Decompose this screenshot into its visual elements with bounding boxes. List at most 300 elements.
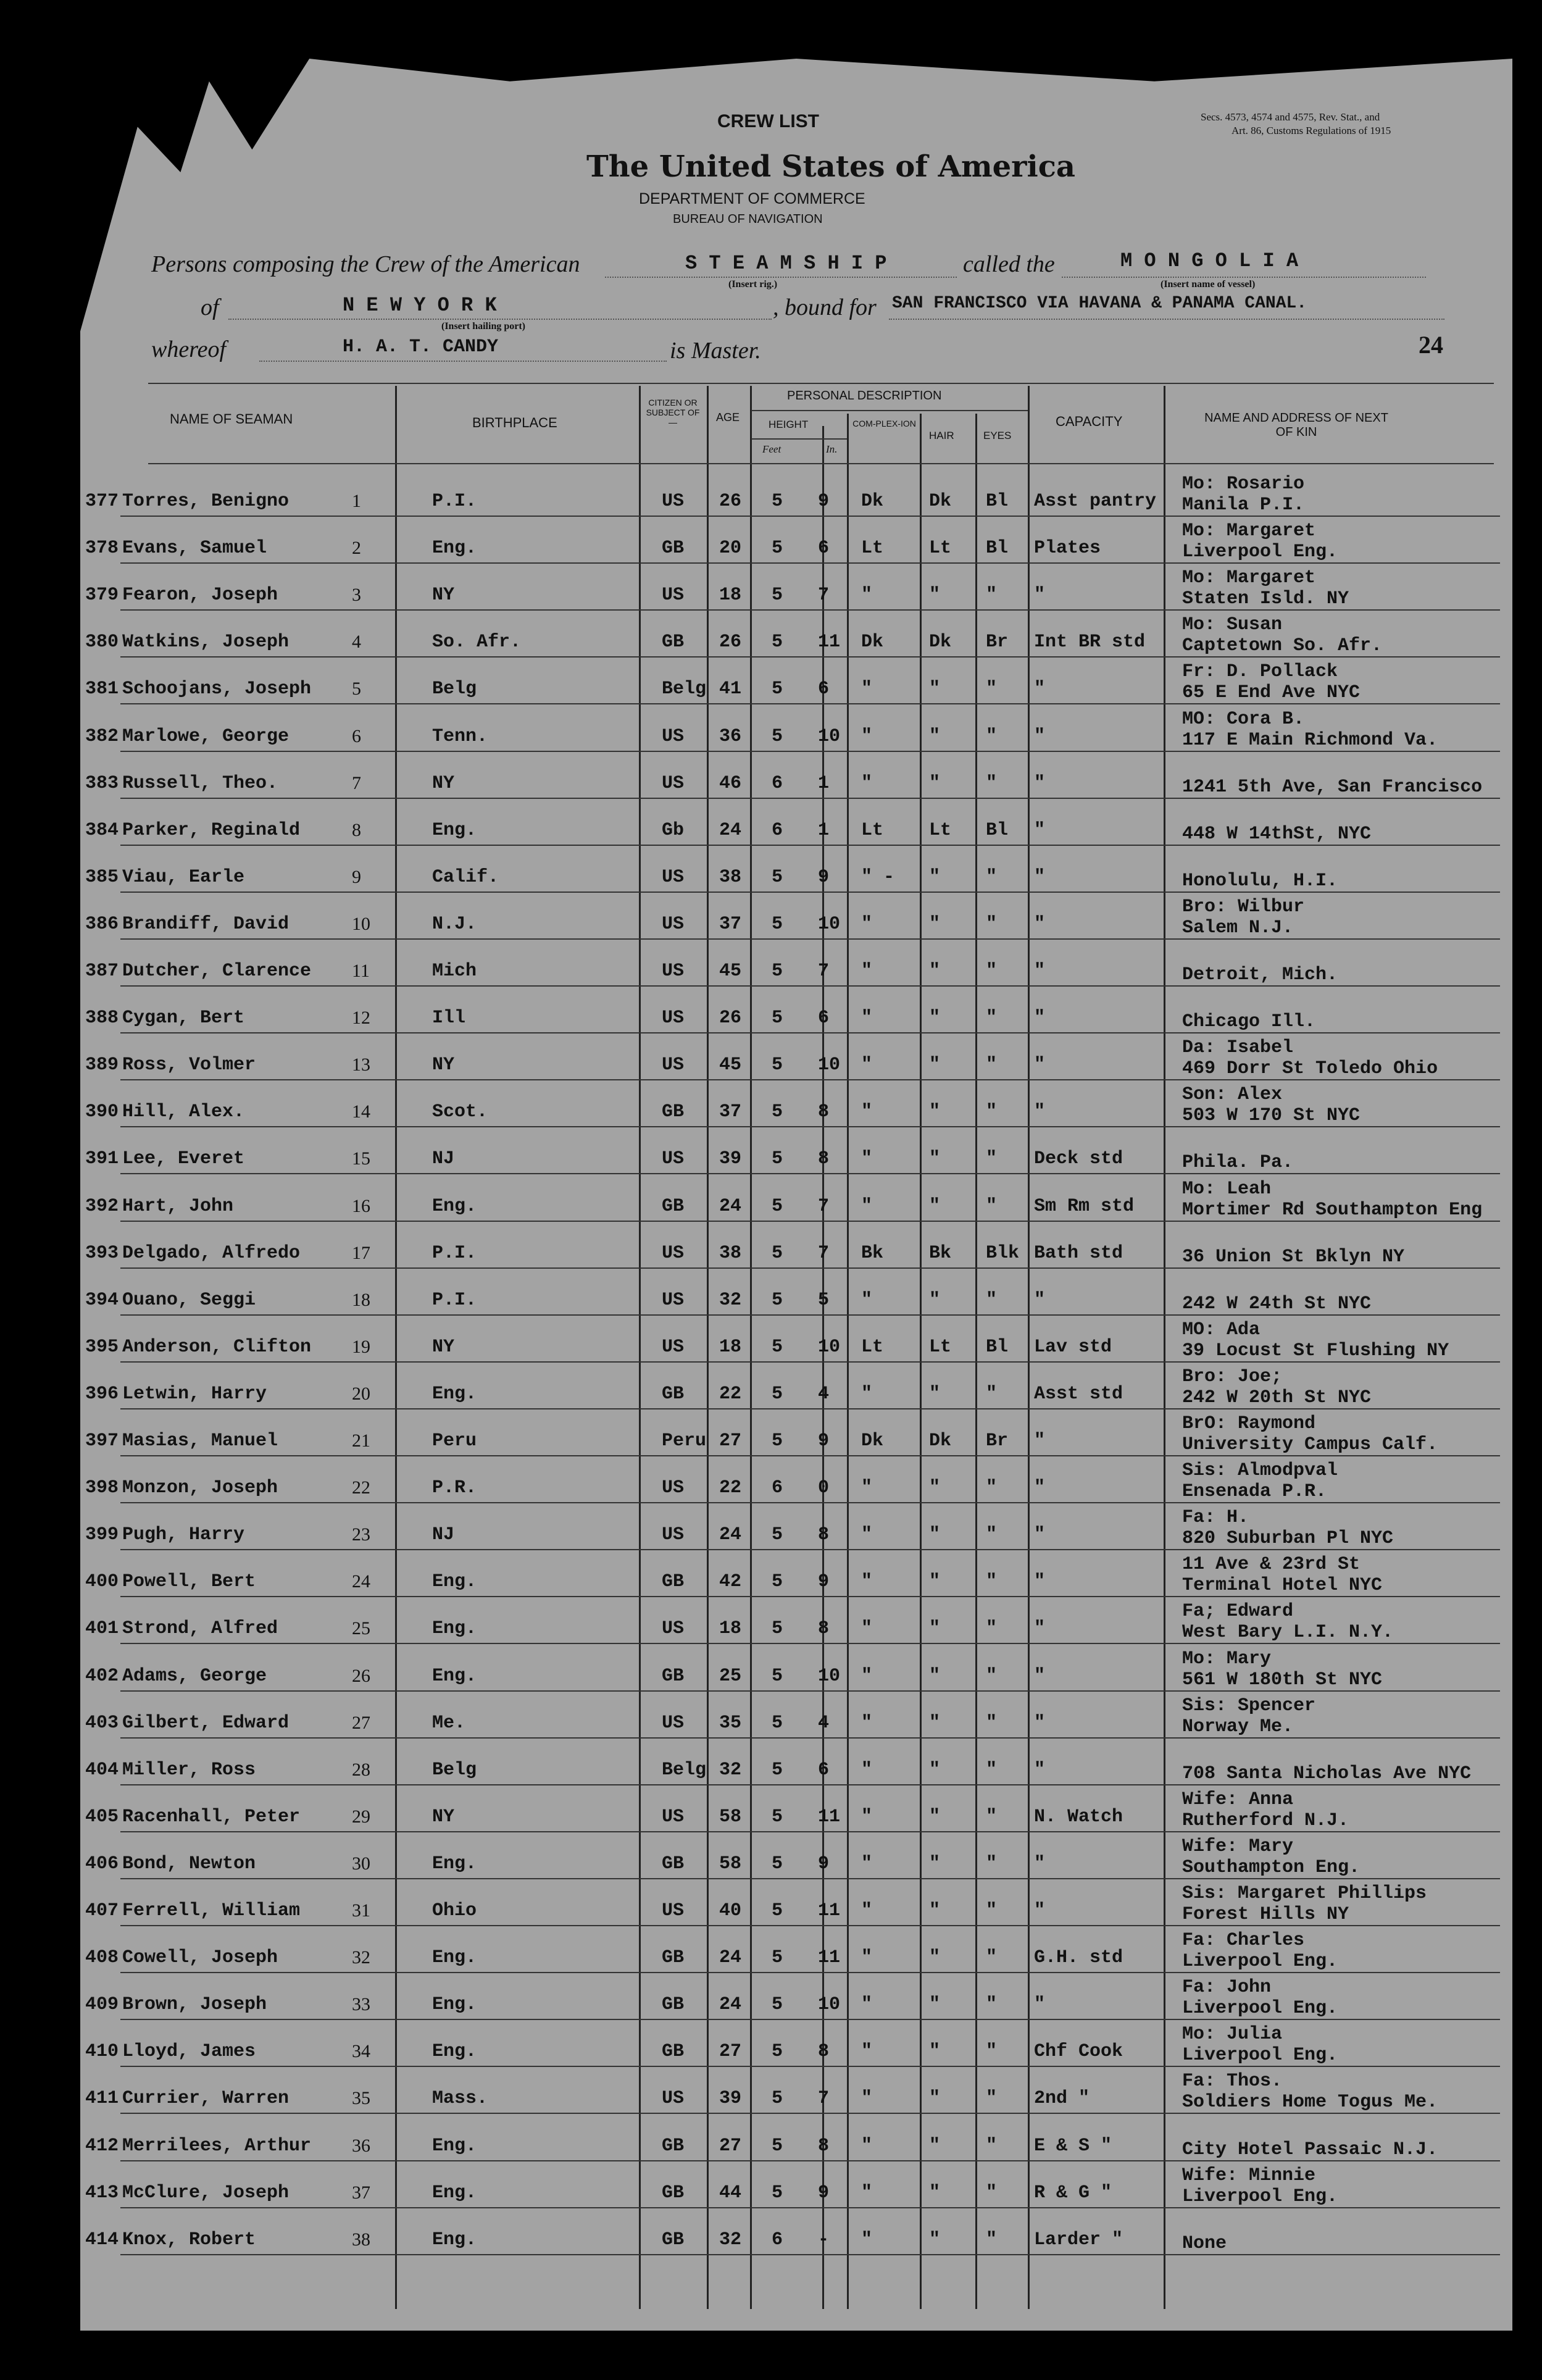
complexion: " [861, 1054, 873, 1076]
eyes: " [986, 2229, 998, 2250]
birthplace: Eng. [432, 819, 477, 841]
complexion: Lt [861, 819, 884, 841]
persons-label: Persons composing the Crew of the American [151, 251, 580, 277]
birthplace: P.I. [432, 491, 477, 512]
age: 58 [719, 1853, 742, 1874]
kin-address: Ensenada P.R. [1182, 1481, 1327, 1503]
kin-name: 11 Ave & 23rd St [1182, 1554, 1361, 1576]
seq-number: 3 [352, 585, 361, 606]
eyes: " [986, 1994, 998, 2016]
eyes: " [986, 1148, 998, 1170]
row-rule [120, 2019, 1500, 2020]
height-inches: 7 [818, 1242, 830, 1264]
height-feet: 5 [772, 632, 783, 653]
capacity: " [1034, 585, 1046, 606]
height-inches: 8 [818, 1101, 830, 1123]
capacity: " [1034, 1054, 1046, 1076]
seq-number: 19 [352, 1336, 370, 1357]
capacity: " [1034, 866, 1046, 888]
hair: " [929, 1148, 941, 1170]
seq-number: 27 [352, 1712, 370, 1733]
birthplace: Eng. [432, 2182, 477, 2203]
birthplace: P.R. [432, 1477, 477, 1499]
birthplace: Eng. [432, 1195, 477, 1217]
hair: Lt [929, 538, 952, 559]
seaman-name: Bond, Newton [122, 1853, 256, 1874]
kin-name: Mo: Margaret [1182, 567, 1316, 589]
seaman-name: Miller, Ross [122, 1759, 256, 1781]
seaman-name: Fearon, Joseph [122, 585, 278, 606]
capacity: " [1034, 1994, 1046, 2016]
table-row [0, 1178, 1542, 1230]
seq-number: 24 [352, 1571, 370, 1592]
seq-number: 8 [352, 819, 361, 840]
height-inches: 6 [818, 679, 830, 700]
hair: " [929, 1524, 941, 1546]
height-inches: 6 [818, 538, 830, 559]
row-number: 382 [85, 725, 119, 747]
table-row [0, 1648, 1542, 1700]
age: 22 [719, 1383, 742, 1405]
seq-number: 32 [352, 1947, 370, 1968]
table-row [0, 1930, 1542, 1982]
kin-name: Fa; Edward [1182, 1601, 1294, 1622]
age: 26 [719, 1008, 742, 1029]
height-inches: 9 [818, 1571, 830, 1593]
capacity: Plates [1034, 538, 1101, 559]
height-inches: 11 [818, 1947, 841, 1969]
kin-name: Mo: Mary [1182, 1648, 1272, 1669]
height-inches: 0 [818, 1477, 830, 1499]
birthplace: Ohio [432, 1900, 477, 1921]
row-number: 399 [85, 1524, 119, 1546]
citizenship: US [662, 1618, 685, 1640]
citizenship: US [662, 1289, 685, 1311]
kin-address: Manila P.I. [1182, 495, 1305, 516]
statute-reference: Secs. 4573, 4574 and 4575, Rev. Stat., and [1201, 111, 1380, 123]
row-rule [120, 751, 1500, 752]
seaman-name: Letwin, Harry [122, 1383, 267, 1405]
complexion: Dk [861, 491, 884, 512]
hair: " [929, 913, 941, 935]
seaman-name: Masias, Manuel [122, 1430, 278, 1451]
kin-address: West Bary L.I. N.Y. [1182, 1622, 1394, 1643]
age: 26 [719, 632, 742, 653]
citizenship: Belg [662, 1759, 707, 1781]
height-inches: 4 [818, 1383, 830, 1405]
eyes: " [986, 1195, 998, 1217]
seaman-name: Brown, Joseph [122, 1994, 267, 2016]
age: 45 [719, 961, 742, 982]
eyes: " [986, 1008, 998, 1029]
height-feet: 6 [772, 819, 783, 841]
eyes: " [986, 1101, 998, 1123]
row-rule [120, 1126, 1500, 1127]
table-row [0, 1835, 1542, 1888]
height-inches: 9 [818, 2182, 830, 2203]
height-feet: 5 [772, 1571, 783, 1593]
hair: " [929, 1665, 941, 1687]
row-number: 410 [85, 2041, 119, 2063]
kin-name: Wife: Anna [1182, 1789, 1294, 1810]
birthplace: Eng. [432, 1853, 477, 1874]
age: 32 [719, 1289, 742, 1311]
row-rule [120, 562, 1500, 564]
kin-name: MO: Ada [1182, 1319, 1261, 1340]
eyes: " [986, 1571, 998, 1593]
hair: " [929, 1712, 941, 1734]
citizenship: GB [662, 1665, 685, 1687]
age: 40 [719, 1900, 742, 1921]
row-rule [120, 1784, 1500, 1785]
row-rule [120, 516, 1500, 517]
kin-name: Mo: Leah [1182, 1178, 1272, 1200]
complexion: " [861, 772, 873, 794]
seaman-name: Dutcher, Clarence [122, 961, 312, 982]
bureau-label: BUREAU OF NAVIGATION [673, 212, 823, 226]
eyes: " [986, 1853, 998, 1874]
birthplace: Belg [432, 679, 477, 700]
row-rule [120, 2113, 1500, 2114]
col-age-header: AGE [716, 411, 740, 424]
citizenship: US [662, 961, 685, 982]
complexion: Lt [861, 538, 884, 559]
crew-list-heading: CREW LIST [717, 111, 819, 132]
citizenship: Peru [662, 1430, 707, 1451]
seq-number: 9 [352, 866, 361, 887]
height-feet: 5 [772, 679, 783, 700]
kin-name: Son: Alex [1182, 1084, 1283, 1106]
hair: " [929, 866, 941, 888]
eyes: " [986, 1054, 998, 1076]
kin-address: Staten Isld. NY [1182, 588, 1349, 610]
citizenship: GB [662, 538, 685, 559]
statute-reference-2: Art. 86, Customs Regulations of 1915 [1232, 125, 1391, 136]
height-inches: 9 [818, 1430, 830, 1451]
row-rule [120, 656, 1500, 658]
row-number: 396 [85, 1383, 119, 1405]
kin-name: Wife: Mary [1182, 1835, 1294, 1857]
complexion: Dk [861, 1430, 884, 1451]
kin-address: 36 Union St Bklyn NY [1182, 1246, 1405, 1267]
row-number: 405 [85, 1806, 119, 1827]
seaman-name: Evans, Samuel [122, 538, 267, 559]
eyes: " [986, 913, 998, 935]
row-number: 388 [85, 1008, 119, 1029]
table-row [0, 474, 1542, 525]
kin-name: Mo: Julia [1182, 2024, 1283, 2045]
complexion: " [861, 1524, 873, 1546]
row-rule [120, 1221, 1500, 1222]
hair: " [929, 725, 941, 747]
complexion: " [861, 725, 873, 747]
capacity: " [1034, 1101, 1046, 1123]
row-number: 378 [85, 538, 119, 559]
eyes: " [986, 679, 998, 700]
row-rule [120, 2160, 1500, 2161]
age: 18 [719, 585, 742, 606]
birthplace: Eng. [432, 1618, 477, 1640]
kin-address: Norway Me. [1182, 1716, 1294, 1737]
age: 22 [719, 1477, 742, 1499]
kin-address: Liverpool Eng. [1182, 2045, 1338, 2066]
destination: SAN FRANCISCO VIA HAVANA & PANAMA CANAL. [892, 294, 1307, 313]
height-inches: 11 [818, 1806, 841, 1827]
capacity: Sm Rm std [1034, 1195, 1135, 1217]
col-complexion-header: COM-PLEX-ION [852, 419, 916, 428]
row-rule [120, 1455, 1500, 1456]
complexion: " [861, 1994, 873, 2016]
birthplace: Me. [432, 1712, 466, 1734]
birthplace: P.I. [432, 1242, 477, 1264]
col-citizen-header: CITIZEN OR SUBJECT OF— [646, 398, 700, 427]
birthplace: P.I. [432, 1289, 477, 1311]
citizenship: GB [662, 1994, 685, 2016]
birthplace: Eng. [432, 1994, 477, 2016]
height-feet: 5 [772, 2088, 783, 2110]
row-rule [120, 1643, 1500, 1644]
capacity: " [1034, 819, 1046, 841]
eyes: " [986, 1383, 998, 1405]
row-number: 392 [85, 1195, 119, 1217]
row-rule [120, 1173, 1500, 1174]
hair: " [929, 585, 941, 606]
citizenship: US [662, 491, 685, 512]
kin-address: 820 Suburban Pl NYC [1182, 1528, 1394, 1550]
hair: " [929, 1618, 941, 1640]
table-row [0, 2217, 1542, 2264]
height-feet: 5 [772, 2182, 783, 2203]
capacity: " [1034, 1665, 1046, 1687]
capacity: Lav std [1034, 1336, 1112, 1358]
table-row [0, 1084, 1542, 1136]
master-label: is Master. [670, 338, 761, 364]
kin-address: 561 W 180th St NYC [1182, 1669, 1383, 1690]
hair: Dk [929, 632, 952, 653]
birthplace: Tenn. [432, 725, 488, 747]
citizenship: US [662, 913, 685, 935]
seaman-name: Ferrell, William [122, 1900, 301, 1921]
seq-number: 35 [352, 2088, 370, 2109]
seaman-name: Powell, Bert [122, 1571, 256, 1593]
height-inches: 1 [818, 819, 830, 841]
kin-address: 503 W 170 St NYC [1182, 1105, 1361, 1127]
capacity: " [1034, 1759, 1046, 1781]
age: 41 [719, 679, 742, 700]
row-rule [120, 1361, 1500, 1363]
table-row [0, 1554, 1542, 1606]
col-birthplace-header: BIRTHPLACE [472, 415, 557, 430]
table-row [0, 1136, 1542, 1183]
citizenship: US [662, 1524, 685, 1546]
complexion: " [861, 679, 873, 700]
hair: Bk [929, 1242, 952, 1264]
seaman-name: Adams, George [122, 1665, 267, 1687]
height-feet: 5 [772, 1994, 783, 2016]
seq-number: 34 [352, 2041, 370, 2062]
citizenship: US [662, 1477, 685, 1499]
hair: " [929, 2135, 941, 2157]
table-row [0, 520, 1542, 572]
row-number: 404 [85, 1759, 119, 1781]
row-number: 407 [85, 1900, 119, 1921]
seq-number: 25 [352, 1618, 370, 1639]
table-row [0, 1037, 1542, 1089]
eyes: " [986, 1289, 998, 1311]
seaman-name: Gilbert, Edward [122, 1712, 290, 1734]
citizenship: GB [662, 2229, 685, 2250]
height-feet: 5 [772, 1242, 783, 1264]
document-title: The United States of America [586, 149, 1076, 184]
col-kin-header: NAME AND ADDRESS OF NEXT OF KIN [1204, 411, 1388, 439]
height-feet: 5 [772, 1008, 783, 1029]
capacity: " [1034, 725, 1046, 747]
height-inches: 9 [818, 491, 830, 512]
kin-address: Soldiers Home Togus Me. [1182, 2092, 1438, 2113]
table-row [0, 661, 1542, 713]
seq-number: 12 [352, 1008, 370, 1029]
complexion: " [861, 1008, 873, 1029]
seq-number: 38 [352, 2229, 370, 2250]
height-inches: 6 [818, 1008, 830, 1029]
height-feet: 5 [772, 1430, 783, 1451]
height-inches: 6 [818, 1759, 830, 1781]
col-feet-header: Feet [762, 443, 781, 455]
row-number: 413 [85, 2182, 119, 2203]
port-line [228, 319, 772, 320]
height-inches: 1 [818, 772, 830, 794]
seaman-name: Parker, Reginald [122, 819, 301, 841]
height-inches: - [818, 2229, 830, 2250]
row-rule [120, 609, 1500, 611]
height-inches: 8 [818, 2135, 830, 2157]
height-inches: 10 [818, 913, 841, 935]
row-rule [120, 1831, 1500, 1832]
row-rule [120, 1502, 1500, 1503]
table-row [0, 2024, 1542, 2076]
birthplace: Eng. [432, 1665, 477, 1687]
complexion: " [861, 2041, 873, 2063]
kin-address: Mortimer Rd Southampton Eng [1182, 1199, 1483, 1221]
table-row [0, 1601, 1542, 1653]
citizenship: US [662, 1242, 685, 1264]
kin-address: 242 W 20th St NYC [1182, 1387, 1372, 1408]
height-feet: 5 [772, 1383, 783, 1405]
age: 24 [719, 1524, 742, 1546]
height-feet: 5 [772, 1947, 783, 1969]
height-feet: 5 [772, 1289, 783, 1311]
bound-label: , bound for [773, 294, 877, 320]
height-feet: 5 [772, 538, 783, 559]
kin-address: 469 Dorr St Toledo Ohio [1182, 1058, 1438, 1080]
kin-name: Sis: Spencer [1182, 1695, 1316, 1716]
height-feet: 5 [772, 1853, 783, 1874]
destination-line [889, 319, 1444, 320]
height-inches: 8 [818, 1148, 830, 1170]
height-feet: 5 [772, 866, 783, 888]
hair: " [929, 961, 941, 982]
birthplace: Eng. [432, 2229, 477, 2250]
birthplace: Ill [432, 1008, 466, 1029]
hair: " [929, 1477, 941, 1499]
age: 24 [719, 1947, 742, 1969]
birthplace: NJ [432, 1148, 455, 1170]
row-rule [120, 2207, 1500, 2208]
capacity: E & S " [1034, 2135, 1112, 2157]
hair: Lt [929, 819, 952, 841]
hair: " [929, 679, 941, 700]
table-row [0, 761, 1542, 808]
age: 27 [719, 2135, 742, 2157]
kin-address: Chicago Ill. [1182, 1011, 1316, 1033]
row-rule [120, 2254, 1500, 2255]
hair: " [929, 1853, 941, 1874]
seaman-name: Lee, Everet [122, 1148, 245, 1170]
eyes: " [986, 1524, 998, 1546]
birthplace: NY [432, 1054, 455, 1076]
capacity: G.H. std [1034, 1947, 1123, 1969]
capacity: " [1034, 1289, 1046, 1311]
citizenship: US [662, 1336, 685, 1358]
eyes: " [986, 2041, 998, 2063]
seq-number: 20 [352, 1383, 370, 1404]
row-number: 391 [85, 1148, 119, 1170]
citizenship: GB [662, 1571, 685, 1593]
table-row [0, 1747, 1542, 1794]
seq-number: 7 [352, 772, 361, 793]
personal-rule [751, 410, 1028, 411]
complexion: " [861, 913, 873, 935]
citizenship: GB [662, 1853, 685, 1874]
table-row [0, 1319, 1542, 1371]
complexion: Lt [861, 1336, 884, 1358]
age: 24 [719, 1195, 742, 1217]
birthplace: Eng. [432, 1383, 477, 1405]
seaman-name: Schoojans, Joseph [122, 679, 312, 700]
table-row [0, 567, 1542, 619]
age: 24 [719, 819, 742, 841]
hair: Lt [929, 1336, 952, 1358]
vessel-line [1062, 277, 1426, 278]
row-rule [120, 1972, 1500, 1973]
citizenship: Belg [662, 679, 707, 700]
header-bottom-rule [148, 463, 1494, 464]
seaman-name: Delgado, Alfredo [122, 1242, 301, 1264]
row-number: 387 [85, 961, 119, 982]
kin-address: Liverpool Eng. [1182, 1998, 1338, 2019]
birthplace: Peru [432, 1430, 477, 1451]
birthplace: Calif. [432, 866, 499, 888]
hair: " [929, 2041, 941, 2063]
height-inches: 9 [818, 1853, 830, 1874]
kin-address: None [1182, 2232, 1227, 2254]
height-feet: 5 [772, 1618, 783, 1640]
citizenship: US [662, 1148, 685, 1170]
birthplace: So. Afr. [432, 632, 522, 653]
seq-number: 17 [352, 1242, 370, 1263]
seaman-name: Brandiff, David [122, 913, 290, 935]
eyes: " [986, 1712, 998, 1734]
complexion: " [861, 1571, 873, 1593]
capacity: Bath std [1034, 1242, 1123, 1264]
kin-name: Da: Isabel [1182, 1037, 1294, 1059]
eyes: Br [986, 1430, 1009, 1451]
seq-number: 6 [352, 725, 361, 746]
kin-address: Liverpool Eng. [1182, 541, 1338, 563]
kin-address: Honolulu, H.I. [1182, 870, 1338, 891]
kin-name: Bro: Wilbur [1182, 896, 1305, 917]
kin-address: Salem N.J. [1182, 917, 1294, 938]
